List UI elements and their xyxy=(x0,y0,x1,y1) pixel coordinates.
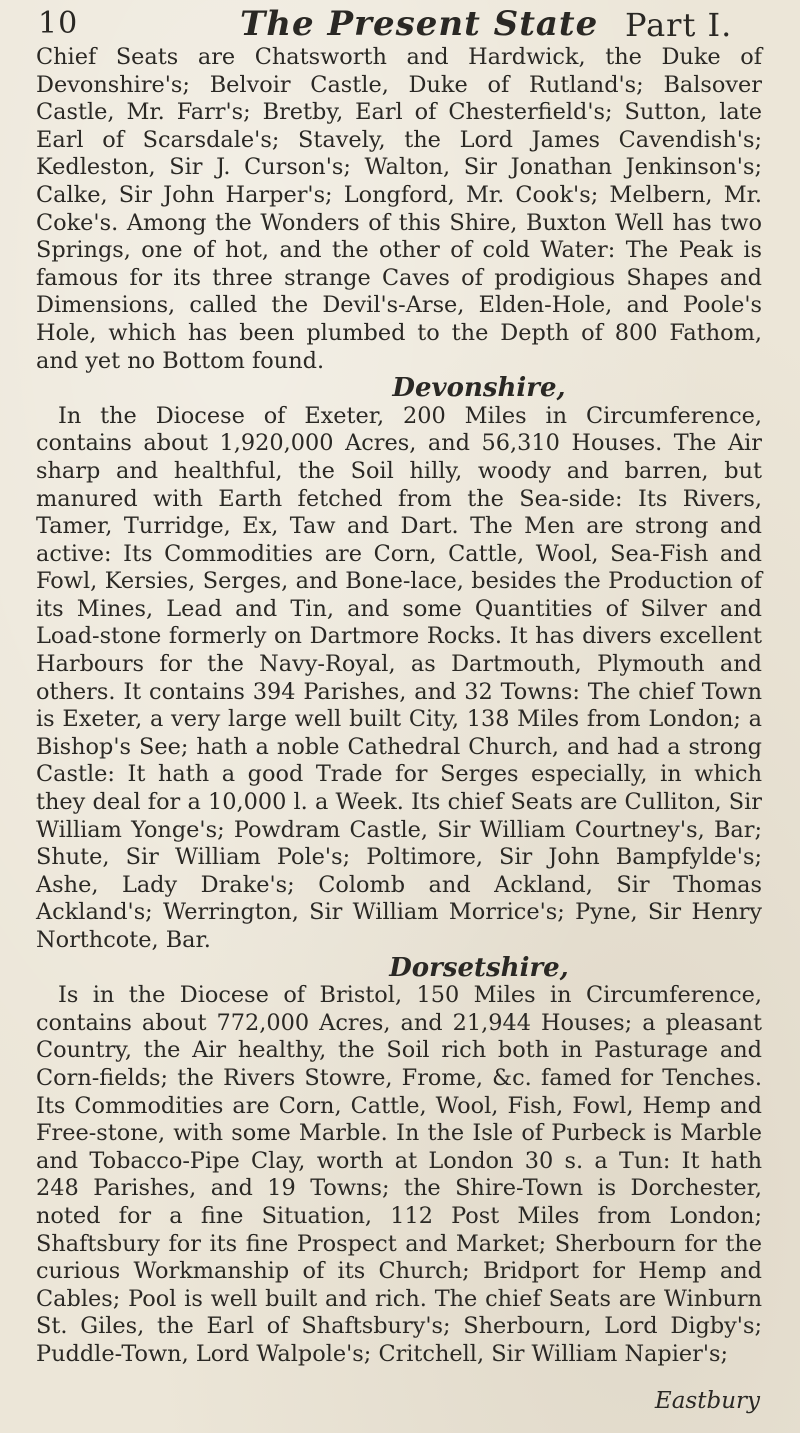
page-body xyxy=(36,44,762,1369)
section-heading-dorsetshire: Dorsetshire, xyxy=(389,952,569,983)
page-number: 10 xyxy=(38,6,79,41)
running-title: The Present State xyxy=(240,4,599,44)
part-label: Part I. xyxy=(625,6,733,44)
catchword: Eastbury xyxy=(654,1388,760,1414)
section-text-dorsetshire: Is in the Diocese of Bristol, 150 Miles in Circumference, contains about 772,000 Acres, and 21,944 Houses; a pleasant Country, the Air healthy, the Soil rich both in Pasturage and Corn-fields; the Rivers Stowre, Frome, &c. famed for Tenches. Its Commodities are Corn, Cattle, Wool, Fish, Fowl, Hemp and Free-stone, with some Marble. In the Isle of Purbeck is Marble and Tobacco-Pipe Clay, worth at London 30 s. a Tun: It hath 248 Parishes, and 19 Towns; the Shire-Town is Dorchester, noted for a fine Situation, 112 Post Miles from London; Shaftsbury for its fine Prospect and Market; Sherbourn for the curious Workmanship of its Church; Bridport for Hemp and Cables; Pool is well built and rich. The chief Seats are Winburn St. Giles, the Earl of Shaftsbury's; Sherbourn, Lord Digby's; Puddle-Town, Lord Walpole's; Critchell, Sir William Napier's; xyxy=(36,982,762,1367)
paragraph-derbyshire-seats: Chief Seats are Chatsworth and Hardwick, the Duke of Devonshire's; Belvoir Castle, Duke of Rutland's; Balsover Castle, Mr. Farr's; Bretby, Earl of Chesterfield's; Sutton, late Earl of Scarsdale's; Stavely, the Lord James Cavendish's; Kedleston, Sir J. Curson's; Walton, Sir Jonathan Jenkinson's; Calke, Sir John Harper's; Longford, Mr. Cook's; Melbern, Mr. Coke's. Among the Wonders of this Shire, Buxton Well has two Springs, one of hot, and the other of cold Water: The Peak is famous for its three strange Caves of prodigious Shapes and Dimensions, called the Devil's-Arse, Elden-Hole, and Poole's Hole, which has been plumbed to the Depth of 800 Fathom, and yet no Bottom found. xyxy=(36,44,762,374)
section-heading-devonshire: Devonshire, xyxy=(392,373,566,404)
running-head xyxy=(0,6,770,42)
section-text-devonshire: In the Diocese of Exeter, 200 Miles in Circumference, contains about 1,920,000 Acres, and 56,310 Houses. The Air sharp and healthful, the Soil hilly, woody and barren, but manured with Earth fetched from the Sea-side: Its Rivers, Tamer, Turridge, Ex, Taw and Dart. The Men are strong and active: Its Commodities are Corn, Cattle, Wool, Sea-Fish and Fowl, Kersies, Serges, and Bone-lace, besides the Production of its Mines, Lead and Tin, and some Quantities of Silver and Load-stone formerly on Dartmore Rocks. It has divers excellent Harbours for the Navy-Royal, as Dartmouth, Plymouth and others. It contains 394 Parishes, and 32 Towns: The chief Town is Exeter, a very large well built City, 138 Miles from London; a Bishop's See; hath a noble Cathedral Church, and had a strong Castle: It hath a good Trade for Serges especially, in which they deal for a 10,000 l. a Week. Its chief Seats are Culliton, Sir William Yonge's; Powdram Castle, Sir William Courtney's, Bar; Shute, Sir William Pole's; Poltimore, Sir John Bampfylde's; Ashe, Lady Drake's; Colomb and Ackland, Sir Thomas Ackland's; Werrington, Sir William Morrice's; Pyne, Sir Henry Northcote, Bar. xyxy=(36,402,762,953)
